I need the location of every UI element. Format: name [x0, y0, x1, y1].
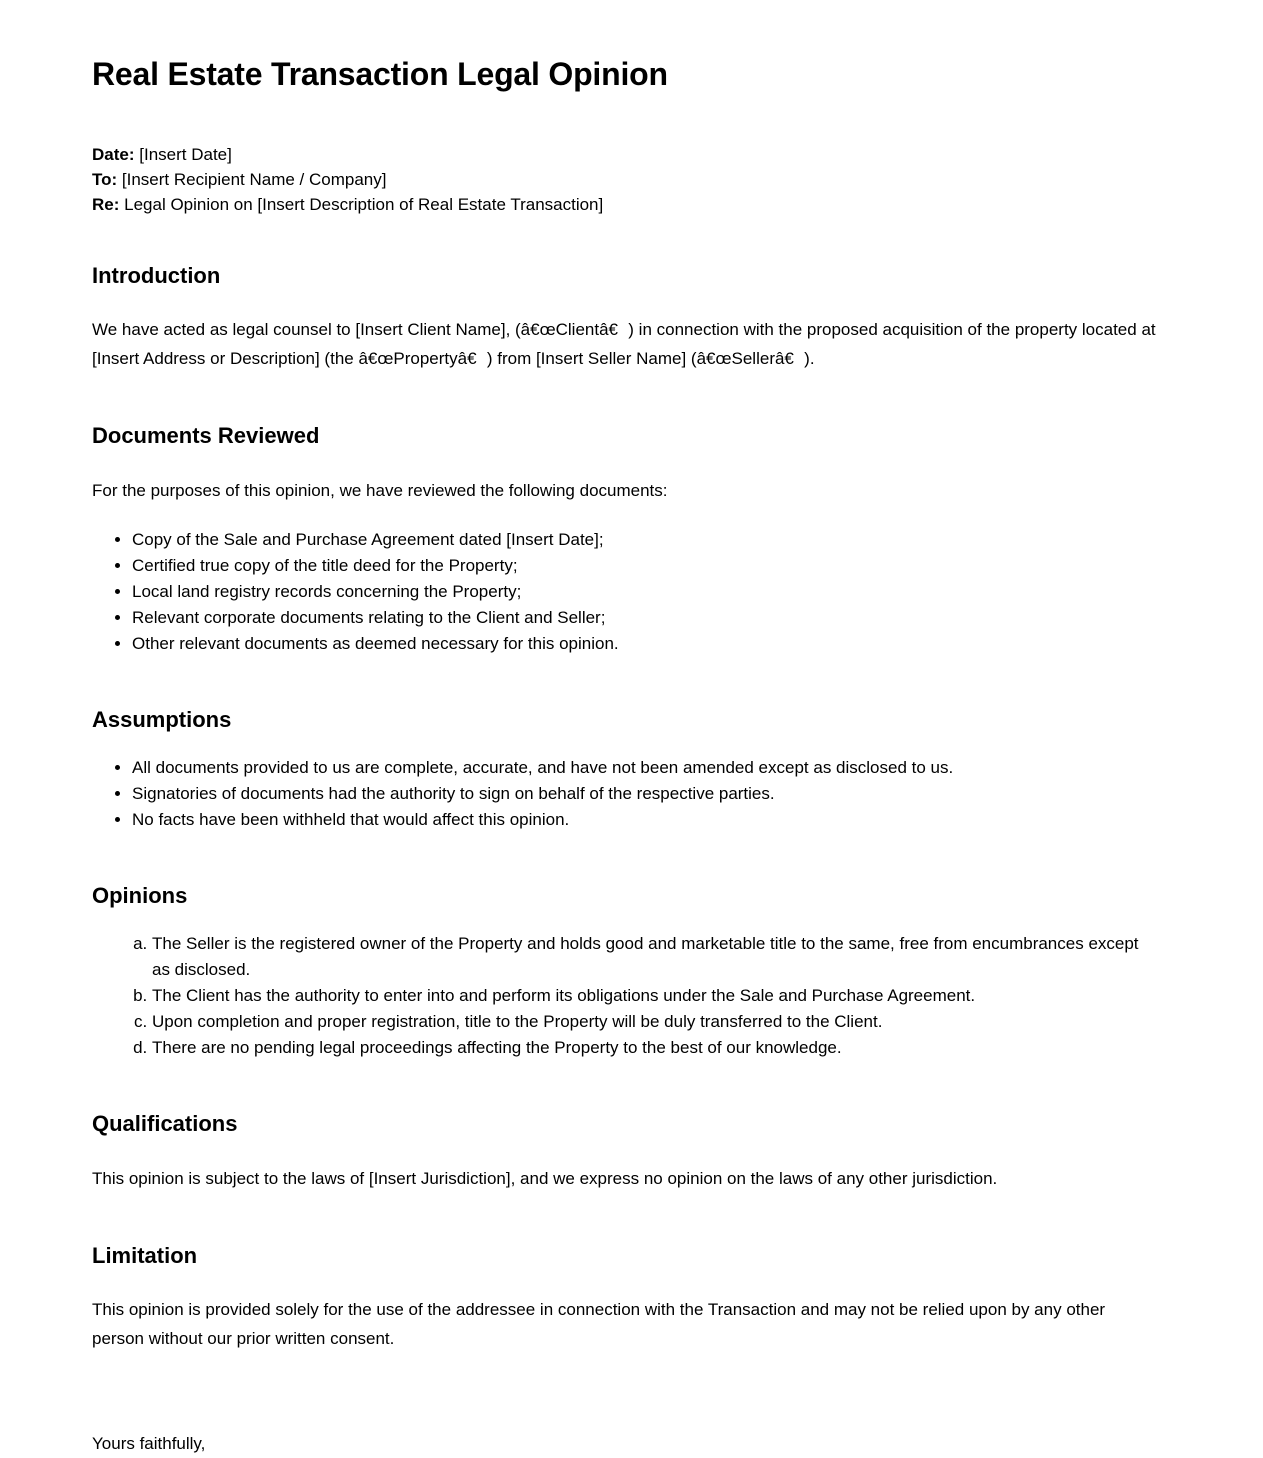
- section-heading-assumptions: Assumptions: [92, 706, 232, 732]
- limitation-paragraph: This opinion is provided solely for the use of the addressee in connection with the Transaction and may not be relied upon by any other person without our prior written consent.: [92, 1300, 1106, 1349]
- section-documents-reviewed: [92, 423, 1158, 656]
- section-heading-opinions: Opinions: [92, 882, 188, 908]
- list-item: • Certified true copy of the title deed for the Property;: [132, 553, 1158, 579]
- metadata-date-label: Date:: [92, 144, 135, 164]
- metadata-date-line: [92, 142, 1158, 167]
- documents-reviewed-list: [92, 527, 1158, 657]
- list-item: • Copy of the Sale and Purchase Agreement dated [Insert Date];: [132, 527, 1158, 553]
- metadata-re-value: Legal Opinion on [Insert Description of Real Estate Transaction]: [124, 194, 604, 214]
- closing-block: [92, 1429, 1158, 1458]
- section-qualifications: [92, 1111, 1158, 1192]
- section-heading-introduction: Introduction: [92, 262, 221, 288]
- section-introduction: [92, 263, 1158, 373]
- qualifications-paragraph: This opinion is subject to the laws of [Insert Jurisdiction], and we express no opinion on the laws of any other jurisdiction.: [92, 1168, 998, 1188]
- list-item: • No facts have been withheld that would affect this opinion.: [132, 807, 1158, 833]
- metadata-to-label: To:: [92, 169, 118, 189]
- closing-signoff: Yours faithfully,: [92, 1434, 206, 1454]
- section-opinions: [92, 883, 1158, 1061]
- introduction-paragraph: We have acted as legal counsel to [Insert Client Name], (â€œClientâ€) in connection with the proposed acquisition of the property located at [Insert Address or Description] (the â€œPropertyâ€) from [Insert Seller Name] (â€œSellerâ€).: [92, 320, 1156, 369]
- list-item: • Signatories of documents had the authority to sign on behalf of the respective parties.: [132, 781, 1158, 807]
- section-heading-qualifications: Qualifications: [92, 1111, 238, 1137]
- section-heading-limitation: Limitation: [92, 1242, 198, 1268]
- section-heading-documents-reviewed: Documents Reviewed: [92, 423, 320, 449]
- list-item: b. The Client has the authority to enter into and perform its obligations under the Sale and Purchase Agreement.: [152, 983, 1158, 1009]
- metadata-re-line: [92, 192, 1158, 217]
- opinions-list: [92, 931, 1158, 1061]
- list-item: • Other relevant documents as deemed necessary for this opinion.: [132, 631, 1158, 657]
- metadata-to-value: [Insert Recipient Name / Company]: [121, 169, 387, 189]
- list-item: • Relevant corporate documents relating to the Client and Seller;: [132, 605, 1158, 631]
- letter-metadata: [92, 142, 1158, 217]
- assumptions-list: [92, 755, 1158, 833]
- document-content: [92, 0, 1158, 1458]
- section-limitation: [92, 1243, 1158, 1353]
- list-item: • Local land registry records concerning the Property;: [132, 579, 1158, 605]
- section-assumptions: [92, 707, 1158, 833]
- metadata-date-value: [Insert Date]: [139, 144, 232, 164]
- metadata-re-label: Re:: [92, 194, 120, 214]
- list-item: c. Upon completion and proper registration, title to the Property will be duly transferred to the Client.: [152, 1009, 1158, 1035]
- list-item: • All documents provided to us are complete, accurate, and have not been amended except as disclosed to us.: [132, 755, 1158, 781]
- page-title: Real Estate Transaction Legal Opinion: [92, 56, 668, 92]
- list-item: d. There are no pending legal proceedings affecting the Property to the best of our knowledge.: [152, 1035, 1158, 1061]
- documents-reviewed-intro: For the purposes of this opinion, we have reviewed the following documents:: [92, 480, 668, 500]
- list-item: a. The Seller is the registered owner of the Property and holds good and marketable title to the same, free from encumbrances except as disclosed.: [152, 931, 1158, 983]
- metadata-to-line: [92, 167, 1158, 192]
